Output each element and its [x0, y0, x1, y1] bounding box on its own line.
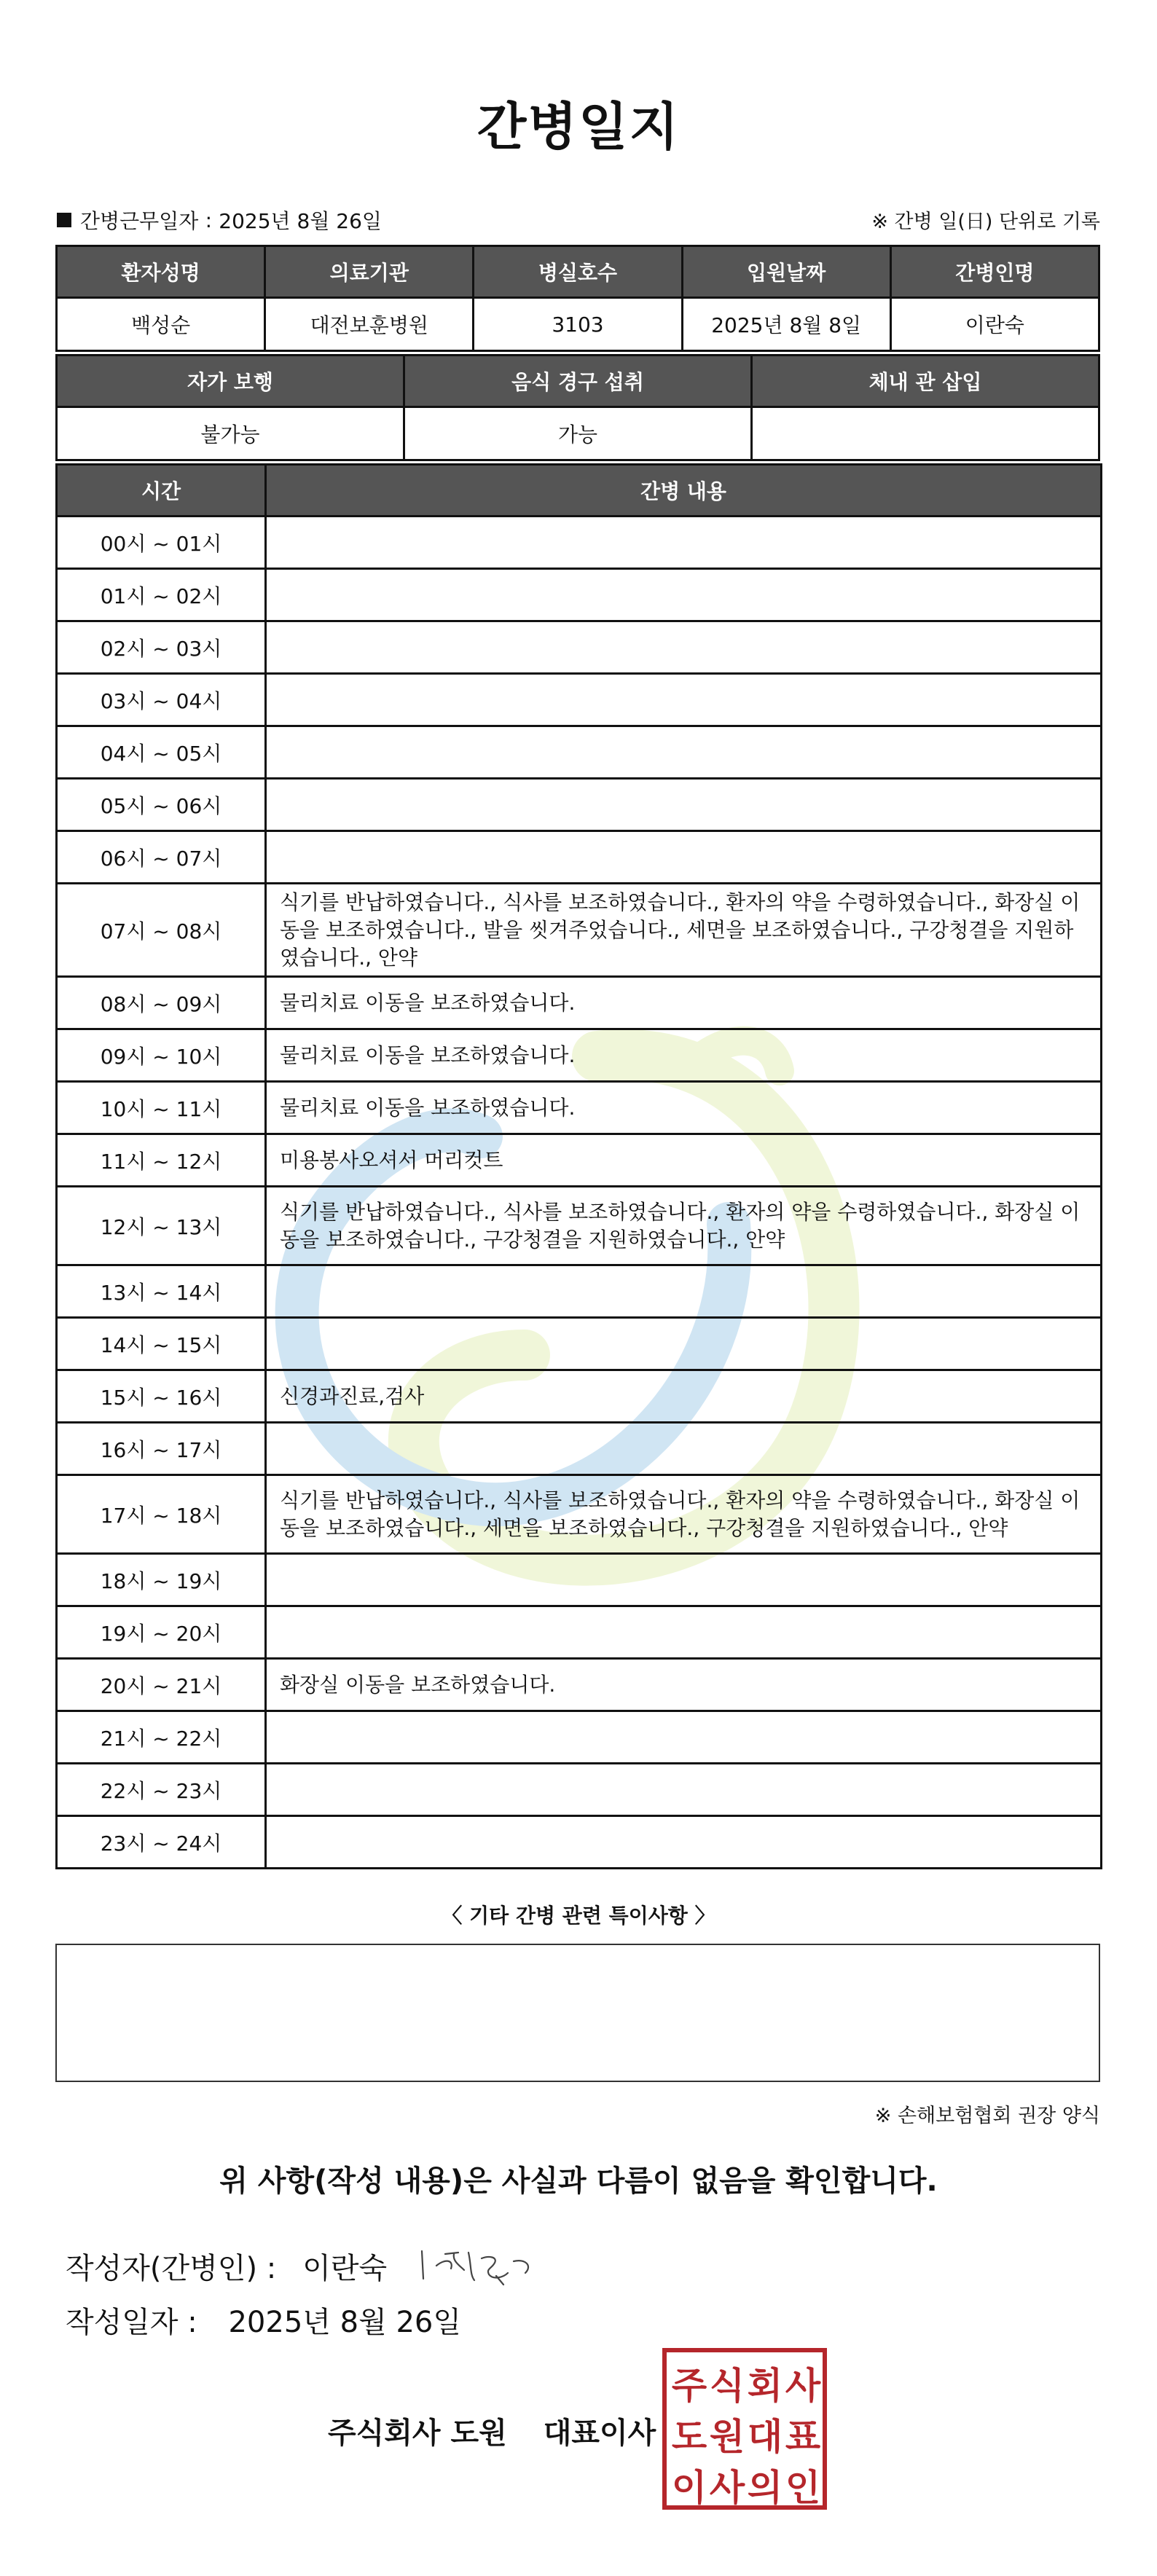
- writer-label: 작성자(간병인) :: [66, 2251, 277, 2285]
- care-log-row: [57, 726, 1102, 779]
- confirmation-statement: 위 사항(작성 내용)은 사실과 다름이 없음을 확인합니다.: [219, 2164, 938, 2198]
- care-log-row: [57, 674, 1102, 726]
- company-ceo-title: 대표이사: [543, 2416, 656, 2450]
- writer-signature-image: [416, 2237, 540, 2295]
- special-notes-box: [55, 1944, 1100, 2082]
- header-room-number: 병실호수: [474, 246, 682, 298]
- care-log-time: 10시 ~ 11시: [57, 1082, 266, 1134]
- care-log-time: 18시 ~ 19시: [57, 1554, 266, 1606]
- care-log-content: [266, 1606, 1102, 1659]
- care-log-row: [57, 569, 1102, 621]
- care-log-content: [266, 1423, 1102, 1475]
- written-date-label: 작성일자 :: [66, 2306, 197, 2339]
- care-log-time: 09시 ~ 10시: [57, 1029, 266, 1082]
- care-log-content: 물리치료 이동을 보조하였습니다.: [266, 1082, 1102, 1134]
- care-log-time: 13시 ~ 14시: [57, 1265, 266, 1318]
- square-bullet-icon: [57, 213, 71, 227]
- care-date-value: 2025년 8월 26일: [219, 209, 382, 233]
- self-walking-value: 불가능: [57, 407, 404, 460]
- seal-character: 사: [709, 2467, 745, 2509]
- care-log-content: [266, 1711, 1102, 1764]
- patient-info-header-row: [57, 246, 1099, 298]
- care-log-time: 03시 ~ 04시: [57, 674, 266, 726]
- seal-character: 원: [709, 2416, 745, 2458]
- seal-character: 이: [671, 2467, 707, 2509]
- care-log-row: [57, 1475, 1102, 1554]
- header-care-content: 간병 내용: [266, 465, 1102, 517]
- care-log-content: [266, 517, 1102, 569]
- seal-characters: [672, 2365, 821, 2509]
- care-log-row: [57, 1134, 1102, 1187]
- care-log-time: 05시 ~ 06시: [57, 779, 266, 831]
- care-log-row: [57, 1187, 1102, 1265]
- written-date-line: [66, 2299, 461, 2341]
- care-date-label: 간병근무일자: [80, 209, 199, 233]
- patient-name-value: 백성순: [57, 298, 265, 351]
- admission-date-value: 2025년 8월 8일: [682, 298, 890, 351]
- care-log-content: [266, 779, 1102, 831]
- page-title: 간병일지: [476, 97, 681, 157]
- patient-info-table: [55, 245, 1100, 352]
- care-date-separator: :: [205, 208, 213, 232]
- care-log-content: 식기를 반납하였습니다., 식사를 보조하였습니다., 환자의 약을 수령하였습니다., 화장실 이동을 보조하였습니다., 세면을 보조하였습니다., 구강청결을 지원하였습니다., 안약: [266, 1475, 1102, 1554]
- care-date-line: [57, 205, 382, 235]
- care-log-row: [57, 1606, 1102, 1659]
- care-log-content: 물리치료 이동을 보조하였습니다.: [266, 1029, 1102, 1082]
- care-log-row: [57, 831, 1102, 884]
- care-log-time: 19시 ~ 20시: [57, 1606, 266, 1659]
- header-self-walking: 자가 보행: [57, 356, 404, 407]
- care-log-row: [57, 779, 1102, 831]
- hospital-value: 대전보훈병원: [265, 298, 474, 351]
- care-log-time: 21시 ~ 22시: [57, 1711, 266, 1764]
- care-log-content: [266, 1764, 1102, 1816]
- care-log-content: 식기를 반납하였습니다., 식사를 보조하였습니다., 환자의 약을 수령하였습니다., 화장실 이동을 보조하였습니다., 발을 씻겨주었습니다., 세면을 보조하였습니다., 구강청결을 지원하였습니다., 안약: [266, 884, 1102, 977]
- header-hospital: 의료기관: [265, 246, 474, 298]
- care-log-time: 23시 ~ 24시: [57, 1816, 266, 1869]
- company-seal-stamp: [662, 2347, 828, 2510]
- company-name: 주식회사 도원: [328, 2416, 507, 2450]
- care-log-time: 20시 ~ 21시: [57, 1659, 266, 1711]
- care-log-content: [266, 1318, 1102, 1370]
- writer-line: [66, 2237, 540, 2295]
- header-caregiver-name: 간병인명: [890, 246, 1099, 298]
- care-log-row: [57, 1318, 1102, 1370]
- care-log-content: [266, 1265, 1102, 1318]
- care-log-time: 06시 ~ 07시: [57, 831, 266, 884]
- care-log-time: 04시 ~ 05시: [57, 726, 266, 779]
- care-log-time: 07시 ~ 08시: [57, 884, 266, 977]
- writer-name: 이란숙: [302, 2251, 388, 2285]
- header-oral-intake: 음식 경구 섭취: [404, 356, 752, 407]
- care-log-row: [57, 1816, 1102, 1869]
- seal-character: 사: [785, 2365, 821, 2407]
- care-log-time: 16시 ~ 17시: [57, 1423, 266, 1475]
- seal-character: 도: [671, 2416, 707, 2458]
- care-log-content: [266, 674, 1102, 726]
- header-time: 시간: [57, 465, 266, 517]
- care-log-content: [266, 1816, 1102, 1869]
- care-log-time: 15시 ~ 16시: [57, 1370, 266, 1423]
- seal-character: 표: [785, 2416, 821, 2458]
- seal-character: 인: [785, 2467, 821, 2509]
- seal-character: 회: [747, 2365, 783, 2407]
- care-log-row: [57, 1082, 1102, 1134]
- care-log-content: [266, 726, 1102, 779]
- care-log-content: [266, 621, 1102, 674]
- care-log-row: [57, 1265, 1102, 1318]
- care-log-row: [57, 1370, 1102, 1423]
- seal-character: 주: [671, 2365, 707, 2407]
- company-signature-line: [328, 2410, 656, 2451]
- care-log-header-row: [57, 465, 1102, 517]
- care-log-time: 02시 ~ 03시: [57, 621, 266, 674]
- care-log-content: 물리치료 이동을 보조하였습니다.: [266, 977, 1102, 1029]
- care-log-time: 01시 ~ 02시: [57, 569, 266, 621]
- header-tube-insertion: 체내 관 삽입: [752, 356, 1099, 407]
- care-log-time: 17시 ~ 18시: [57, 1475, 266, 1554]
- care-log-content: [266, 569, 1102, 621]
- care-log-row: [57, 977, 1102, 1029]
- care-log-content: 식기를 반납하였습니다., 식사를 보조하였습니다., 환자의 약을 수령하였습니다., 화장실 이동을 보조하였습니다., 구강청결을 지원하였습니다., 안약: [266, 1187, 1102, 1265]
- care-log-content: 신경과진료,검사: [266, 1370, 1102, 1423]
- daily-record-note: ※ 간병 일(日) 단위로 기록: [871, 211, 1100, 233]
- header-patient-name: 환자성명: [57, 246, 265, 298]
- patient-status-table: [55, 354, 1100, 461]
- care-log-row: [57, 884, 1102, 977]
- tube-insertion-value: [752, 407, 1099, 460]
- care-log-time: 14시 ~ 15시: [57, 1318, 266, 1370]
- care-log-row: [57, 517, 1102, 569]
- seal-character: 의: [747, 2467, 783, 2509]
- care-log-row: [57, 1029, 1102, 1082]
- care-log-row: [57, 621, 1102, 674]
- header-admission-date: 입원날짜: [682, 246, 890, 298]
- care-log-row: [57, 1764, 1102, 1816]
- care-log-content: [266, 1554, 1102, 1606]
- care-log-content: [266, 831, 1102, 884]
- care-log-time: 22시 ~ 23시: [57, 1764, 266, 1816]
- written-date-value: 2025년 8월 26일: [228, 2306, 461, 2339]
- care-log-row: [57, 1659, 1102, 1711]
- patient-info-value-row: [57, 298, 1099, 351]
- care-log-content: 미용봉사오셔서 머리컷트: [266, 1134, 1102, 1187]
- care-log-row: [57, 1423, 1102, 1475]
- oral-intake-value: 가능: [404, 407, 752, 460]
- care-log-body: [57, 517, 1102, 1869]
- patient-status-header-row: [57, 356, 1099, 407]
- room-number-value: 3103: [474, 298, 682, 351]
- special-notes-heading: 〈 기타 간병 관련 특이사항 〉: [442, 1904, 715, 1928]
- seal-character: 대: [747, 2416, 783, 2458]
- recommended-form-note: ※ 손해보험협회 권장 양식: [874, 2105, 1100, 2127]
- care-log-time: 00시 ~ 01시: [57, 517, 266, 569]
- care-log-content: 화장실 이동을 보조하였습니다.: [266, 1659, 1102, 1711]
- care-log-time: 12시 ~ 13시: [57, 1187, 266, 1265]
- patient-status-value-row: [57, 407, 1099, 460]
- seal-character: 식: [709, 2365, 745, 2407]
- care-log-row: [57, 1711, 1102, 1764]
- care-log-row: [57, 1554, 1102, 1606]
- care-log-time: 08시 ~ 09시: [57, 977, 266, 1029]
- caregiver-name-value: 이란숙: [890, 298, 1099, 351]
- hourly-care-log-table: [55, 463, 1102, 1869]
- care-log-time: 11시 ~ 12시: [57, 1134, 266, 1187]
